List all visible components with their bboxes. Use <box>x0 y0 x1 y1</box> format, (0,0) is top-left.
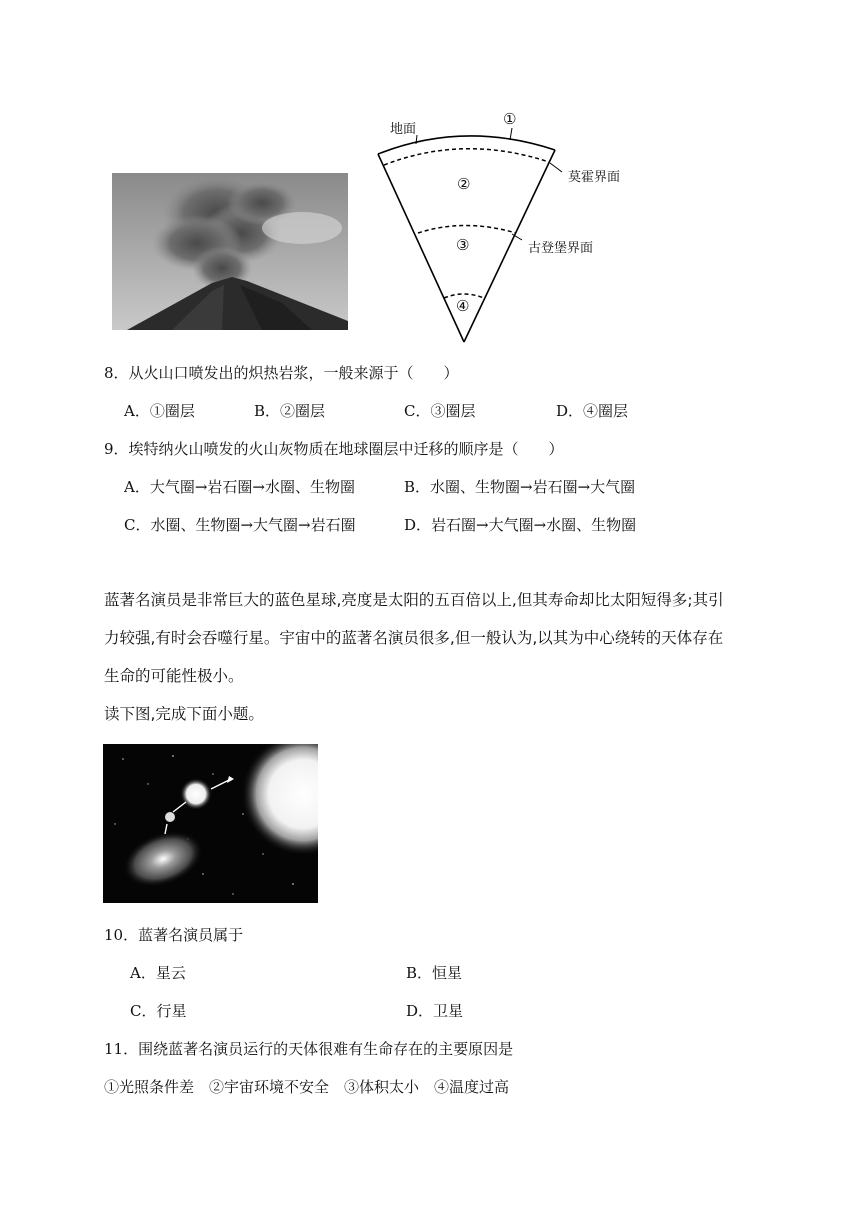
earth-layers-diagram <box>360 110 640 350</box>
q10-option-b: B．恒星 <box>406 964 463 982</box>
blue-giant-space-image <box>103 744 318 903</box>
moho-label: 莫霍界面 <box>568 170 621 185</box>
q8-option-c: C．③圈层 <box>404 402 476 420</box>
q8-option-d: D．④圈层 <box>556 402 629 420</box>
q10-option-c: C．行星 <box>130 1002 187 1020</box>
q8-option-b: B．②圈层 <box>254 402 326 420</box>
passage-line-2: 力较强,有时会吞噬行星。宇宙中的蓝著名演员很多,但一般认为,以其为中心绕转的天体存在 <box>104 629 724 647</box>
layer-1-label: ① <box>503 110 517 128</box>
q9-option-d: D．岩石圈→大气圈→水圈、生物圈 <box>404 516 637 534</box>
q10-option-a: A．星云 <box>130 964 186 982</box>
q11-stem: 11．围绕蓝著名演员运行的天体很难有生命存在的主要原因是 <box>104 1040 514 1058</box>
volcano-photo <box>112 173 348 330</box>
gutenberg-label: 古登堡界面 <box>528 241 594 256</box>
q11-options: ①光照条件差 ②宇宙环境不安全 ③体积太小 ④温度过高 <box>104 1078 510 1096</box>
q8-option-a: A．①圈层 <box>124 402 195 420</box>
layer-2-label: ② <box>457 175 471 193</box>
layer-3-label: ③ <box>456 236 470 254</box>
q10-stem: 10．蓝著名演员属于 <box>104 926 244 944</box>
ground-label: 地面 <box>390 122 417 137</box>
q9-option-b: B．水圈、生物圈→岩石圈→大气圈 <box>404 478 636 496</box>
passage-line-1: 蓝著名演员是非常巨大的蓝色星球,亮度是太阳的五百倍以上,但其寿命却比太阳短得多;其引 <box>104 591 724 609</box>
passage-instruction: 读下图,完成下面小题。 <box>104 705 264 723</box>
layer-4-label: ④ <box>456 297 470 315</box>
q9-option-a: A．大气圈→岩石圈→水圈、生物圈 <box>124 478 355 496</box>
q9-option-c: C．水圈、生物圈→大气圈→岩石圈 <box>124 516 356 534</box>
q9-stem: 9．埃特纳火山喷发的火山灰物质在地球圈层中迁移的顺序是（ ） <box>104 440 564 458</box>
q10-option-d: D．卫星 <box>406 1002 464 1020</box>
passage-line-3: 生命的可能性极小。 <box>104 667 244 685</box>
q8-stem: 8．从火山口喷发出的炽热岩浆，一般来源于（ ） <box>104 364 459 382</box>
